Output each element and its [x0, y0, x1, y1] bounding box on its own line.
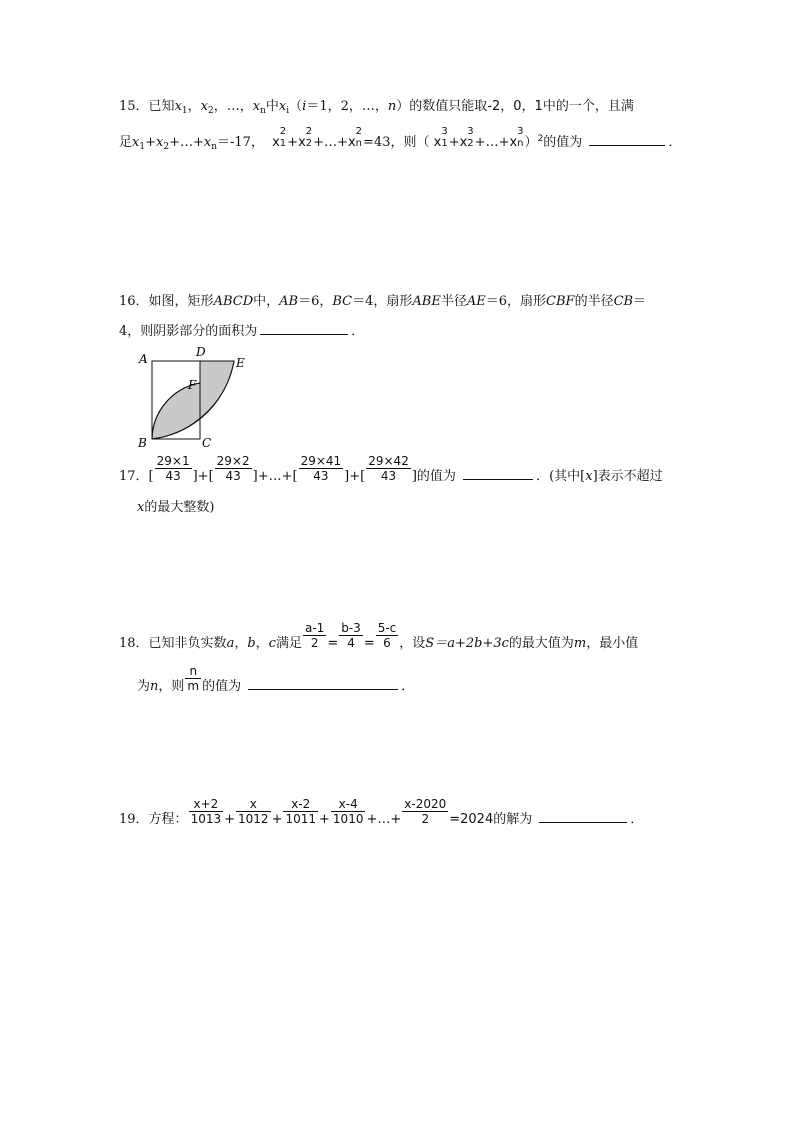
label-c: C — [202, 436, 212, 449]
question-number: 18． — [119, 636, 149, 651]
q15-line1: 15．已知$x_1$，$x_2$，…，$x_n$中$x_i(i=1$，2，…，n）的数值只能取-2，0，1中的一个，且满 — [119, 99, 634, 116]
q18-line1: 18．已知非负实数a，b，c满足 $\frac{a-1}{2}$ = $\frac{b-3}{4}$ = $\frac{5-c}{6}$ ，设S＝a+2b+3c的最大值为m，最小值 — [119, 621, 639, 651]
shaded-region-right — [200, 361, 234, 419]
q19-line1: 19．方程： $\frac{x+2}{1013}$ + $\frac{x}{1012}$ + $\frac{x-2}{1011}$ + $\frac{x-4}{1010}$ +…+ $\frac{x-2020}{2}$ =2024的解为 ． — [119, 797, 644, 827]
label-d: D — [196, 345, 206, 359]
answer-blank[interactable] — [539, 810, 627, 823]
question-number: 17． — [119, 469, 149, 484]
question-number: 15． — [119, 99, 149, 114]
label-b: B — [138, 436, 147, 449]
answer-blank[interactable] — [589, 133, 665, 146]
answer-blank[interactable] — [260, 322, 348, 335]
geometry-figure — [130, 343, 260, 449]
label-e: E — [236, 356, 245, 370]
label-a: A — [139, 352, 148, 366]
q16-line2: 4，则阴影部分的面积为 ． — [119, 324, 365, 339]
question-number: 16． — [119, 294, 149, 309]
answer-blank[interactable] — [248, 677, 398, 690]
answer-blank[interactable] — [463, 467, 533, 480]
question-number: 19． — [119, 812, 149, 827]
q18-line2: 为n，则 $\frac{n}{m}$ 的值为 ． — [137, 664, 415, 694]
q17-line2: x的最大整数) — [137, 500, 215, 515]
q17-line1: 17．[ $\frac{29\times 1}{43}$ ]+[ $\frac{29\times 2}{43}$ ]+…+[ $\frac{29\times 41}{43}$ ]+[ $\frac{29\times 42}{43}$ ]的值为 ．(其中[x]表示不超过 — [119, 454, 663, 484]
q15-line2: 足$x_1+x_2+\dots+x_n=-17$， x 2 1 +x 2 2 +…+x 2 n =43，则（ x 3 1 +x 3 2 +…+x 3 n ）$^2$的值为 ． — [119, 126, 682, 152]
label-f: F — [188, 378, 197, 392]
q16-line1: 16．如图，矩形ABCD中，AB＝6，BC＝4，扇形ABE半径AE＝6，扇形CBF的半径CB＝ — [119, 294, 647, 309]
